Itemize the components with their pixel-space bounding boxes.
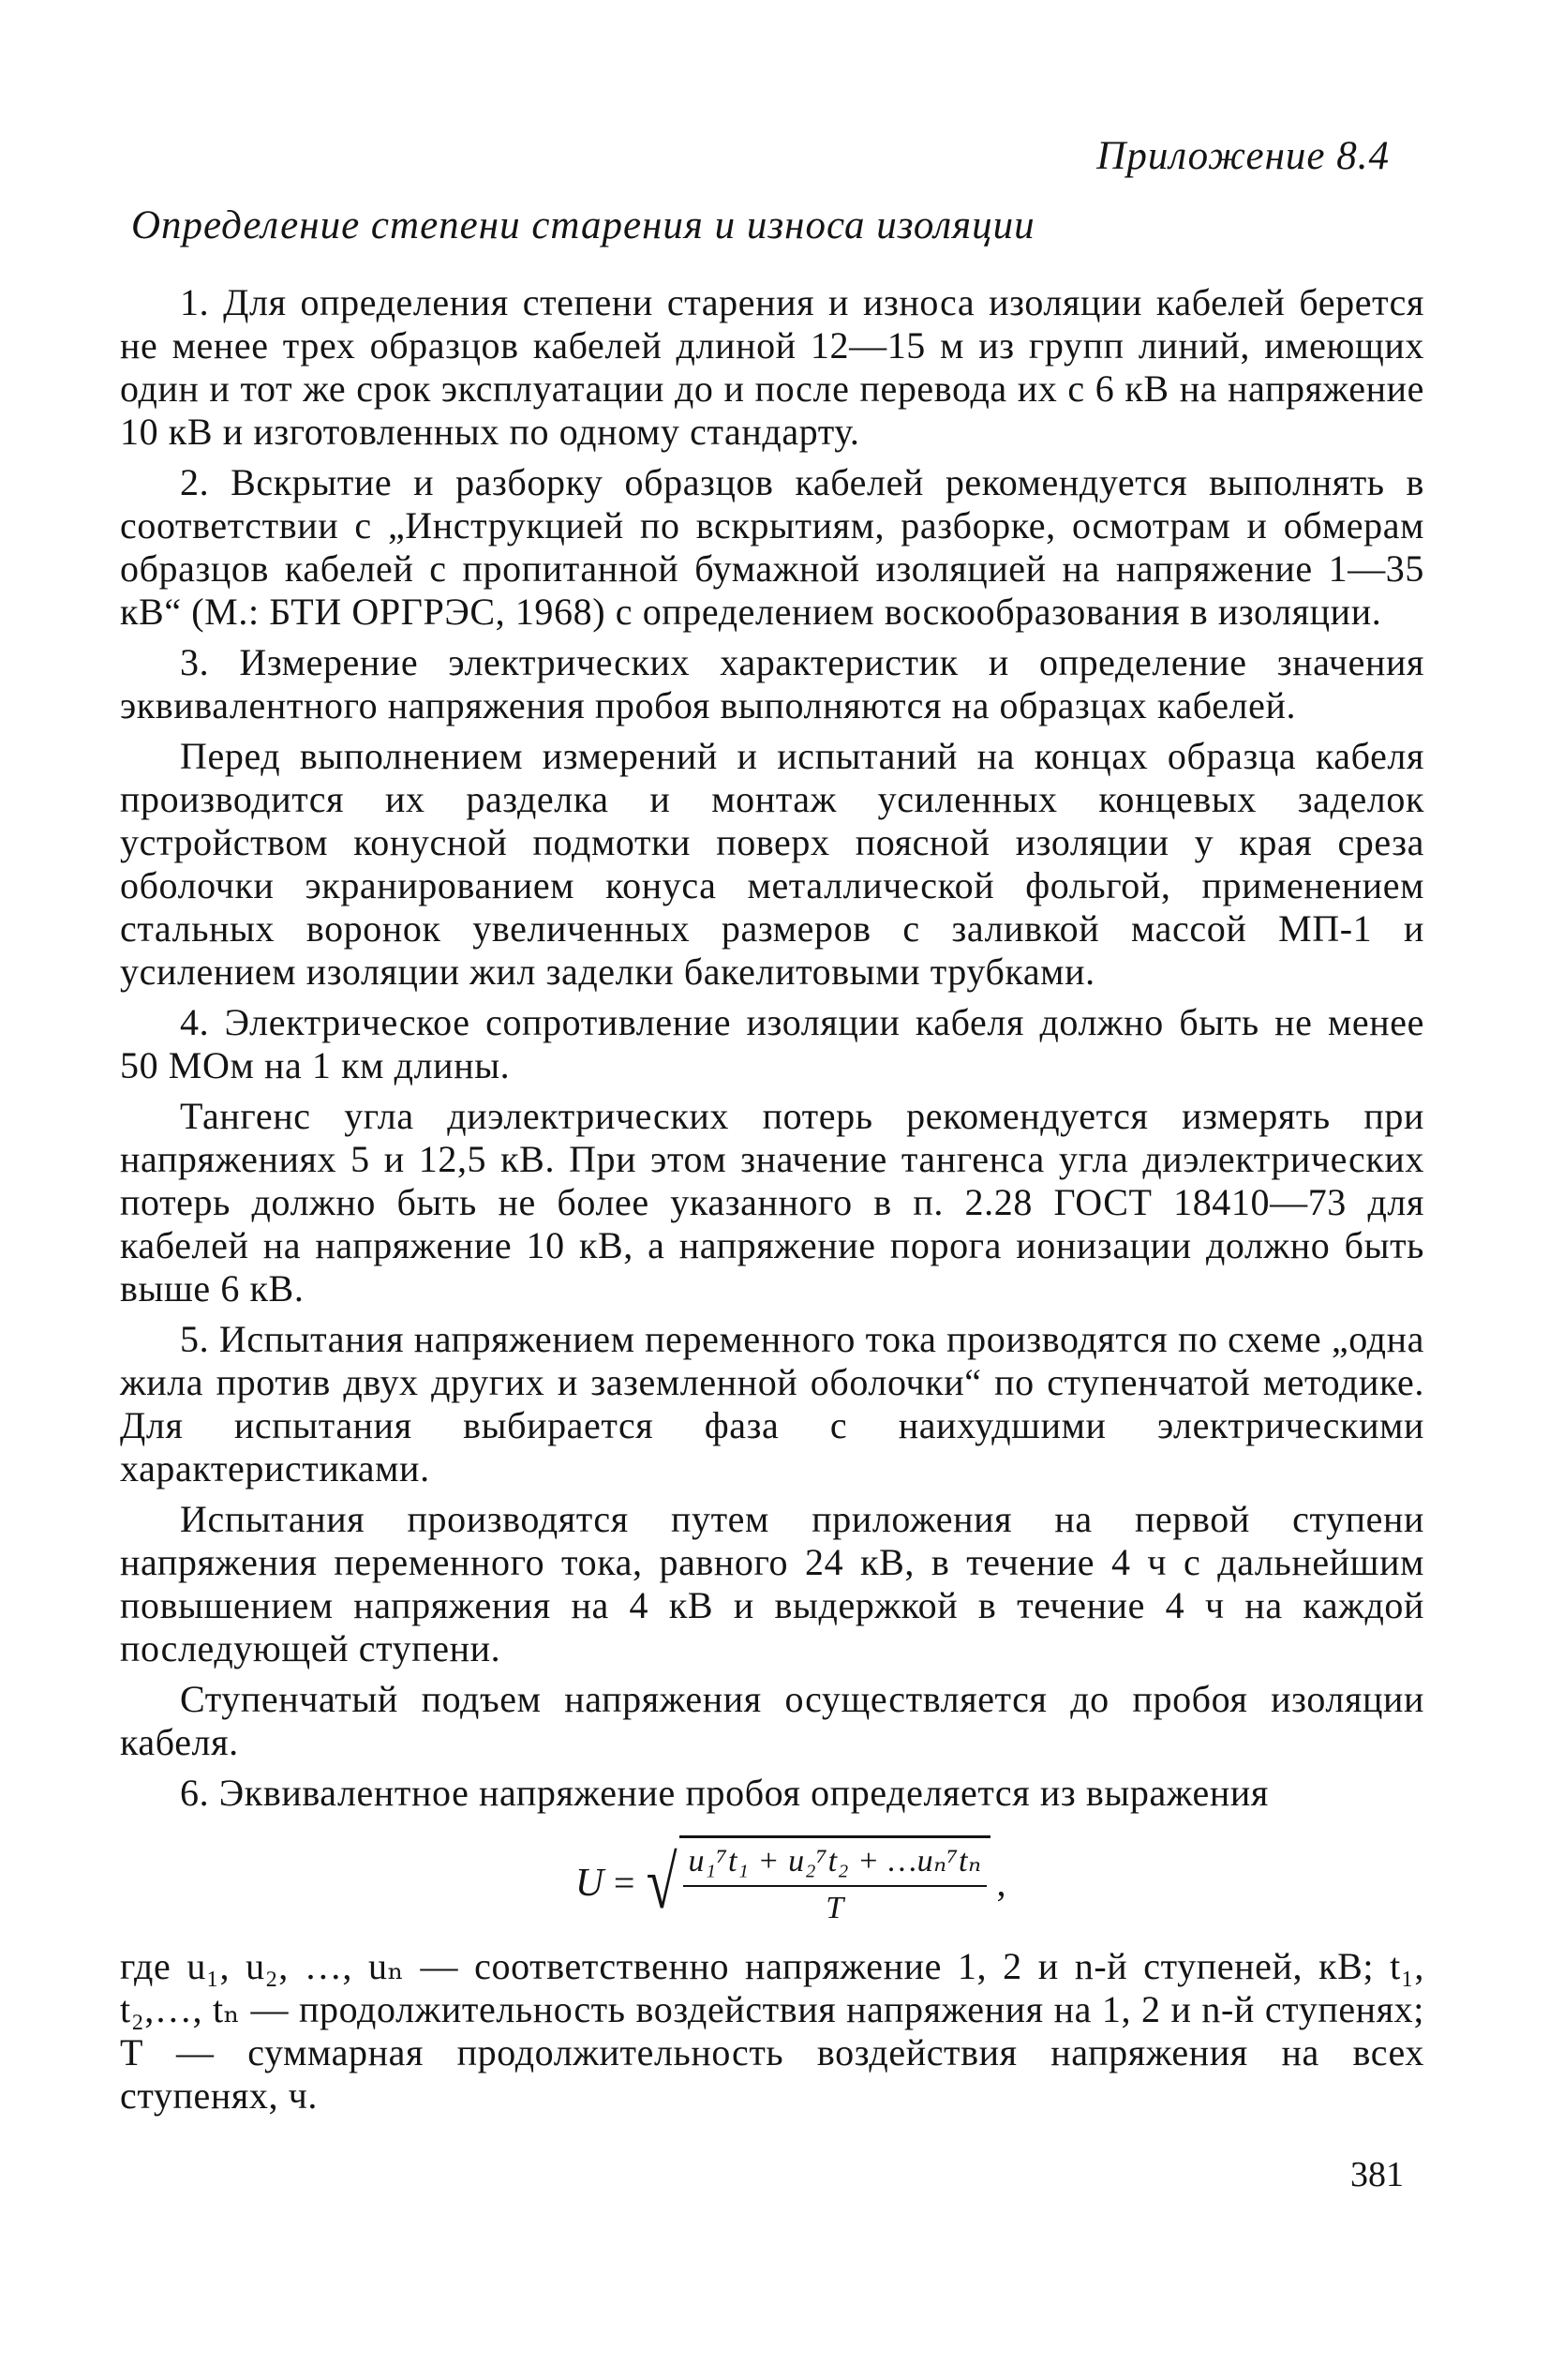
paragraph-4: Перед выполнением измерений и испытаний на концах образца кабеля производится их разделка и монтаж усиленных концевых заделок устройством конусной подмотки поверх поясной изоляции у края среза оболочки экранированием конуса металлической фольгой, применением стальных воронок увеличенных размеров с заливкой массой МП-1 и усилением изоляции жил заделки бакелитовыми трубками.: [120, 735, 1424, 993]
formula-equals: =: [613, 1861, 635, 1904]
formula-comma: ,: [996, 1861, 1007, 1904]
equivalent-voltage-formula: [120, 1835, 1424, 1930]
paragraph-8: Испытания производятся путем приложения на первой ступени напряжения переменного тока, равного 24 кВ, в течение 4 ч с дальнейшим повышением напряжения на 4 кВ и выдержкой в течение 4 ч на каждой последующей ступени.: [120, 1498, 1424, 1669]
paragraph-2: 2. Вскрытие и разборку образцов кабелей рекомендуется выполнять в соответствии с „Инструкцией по вскрытиям, разборке, осмотрам и обмерам образцов кабелей с пропитанной бумажной изоляцией на напряжение 1—35 кВ“ (М.: БТИ ОРГРЭС, 1968) с определением воскообразования в изоляции.: [120, 461, 1424, 633]
paragraph-9: Ступенчатый подъем напряжения осуществляется до пробоя изоляции кабеля.: [120, 1678, 1424, 1763]
formula-radicand: [679, 1835, 991, 1930]
paragraph-1: 1. Для определения степени старения и износа изоляции кабелей берется не менее трех образцов кабелей длиной 12—15 м из групп линий, имеющих один и тот же срок эксплуатации до и после перевода их с 6 кВ на напряжение 10 кВ и изготовленных по одному стандарту.: [120, 281, 1424, 453]
appendix-label: Приложение 8.4: [1096, 134, 1390, 178]
radical-sign-icon: √: [646, 1841, 678, 1924]
formula-numerator: u₁⁷t₁ + u₂⁷t₂ + …uₙ⁷tₙ: [683, 1840, 988, 1887]
page-number: 381: [1350, 2155, 1404, 2194]
formula-lhs: U: [574, 1861, 604, 1905]
paragraph-6: Тангенс угла диэлектрических потерь рекомендуется измерять при напряжениях 5 и 12,5 кВ. При этом значение тангенса угла диэлектрических потерь должно быть не более указанного в п. 2.28 ГОСТ 18410—73 для кабелей на напряжение 10 кВ, а напряжение порога ионизации должно быть выше 6 кВ.: [120, 1095, 1424, 1310]
formula-legend: где u₁, u₂, …, uₙ — соответственно напряжение 1, 2 и n-й ступеней, кВ; t₁, t₂,…, tₙ — продолжительность воздействия напряжения на 1, 2 и n-й ступенях; T — суммарная продолжительность воздействия напряжения на всех ступенях, ч.: [120, 1945, 1424, 2117]
paragraph-7: 5. Испытания напряжением переменного тока производятся по схеме „одна жила против двух других и заземленной оболочки“ по ступенчатой методике. Для испытания выбирается фаза с наихудшими электрическими характеристиками.: [120, 1318, 1424, 1489]
paragraph-10: 6. Эквивалентное напряжение пробоя определяется из выражения: [180, 1772, 1269, 1814]
paragraph-5: 4. Электрическое сопротивление изоляции кабеля должно быть не менее 50 МОм на 1 км длины.: [120, 1001, 1424, 1086]
body-text: [120, 281, 1424, 2125]
section-title: Определение степени старения и износа изоляции: [131, 203, 1035, 247]
paragraph-3: 3. Измерение электрических характеристик и определение значения эквивалентного напряжения пробоя выполняются на образцах кабелей.: [120, 641, 1424, 726]
formula-denominator: T: [826, 1891, 844, 1925]
